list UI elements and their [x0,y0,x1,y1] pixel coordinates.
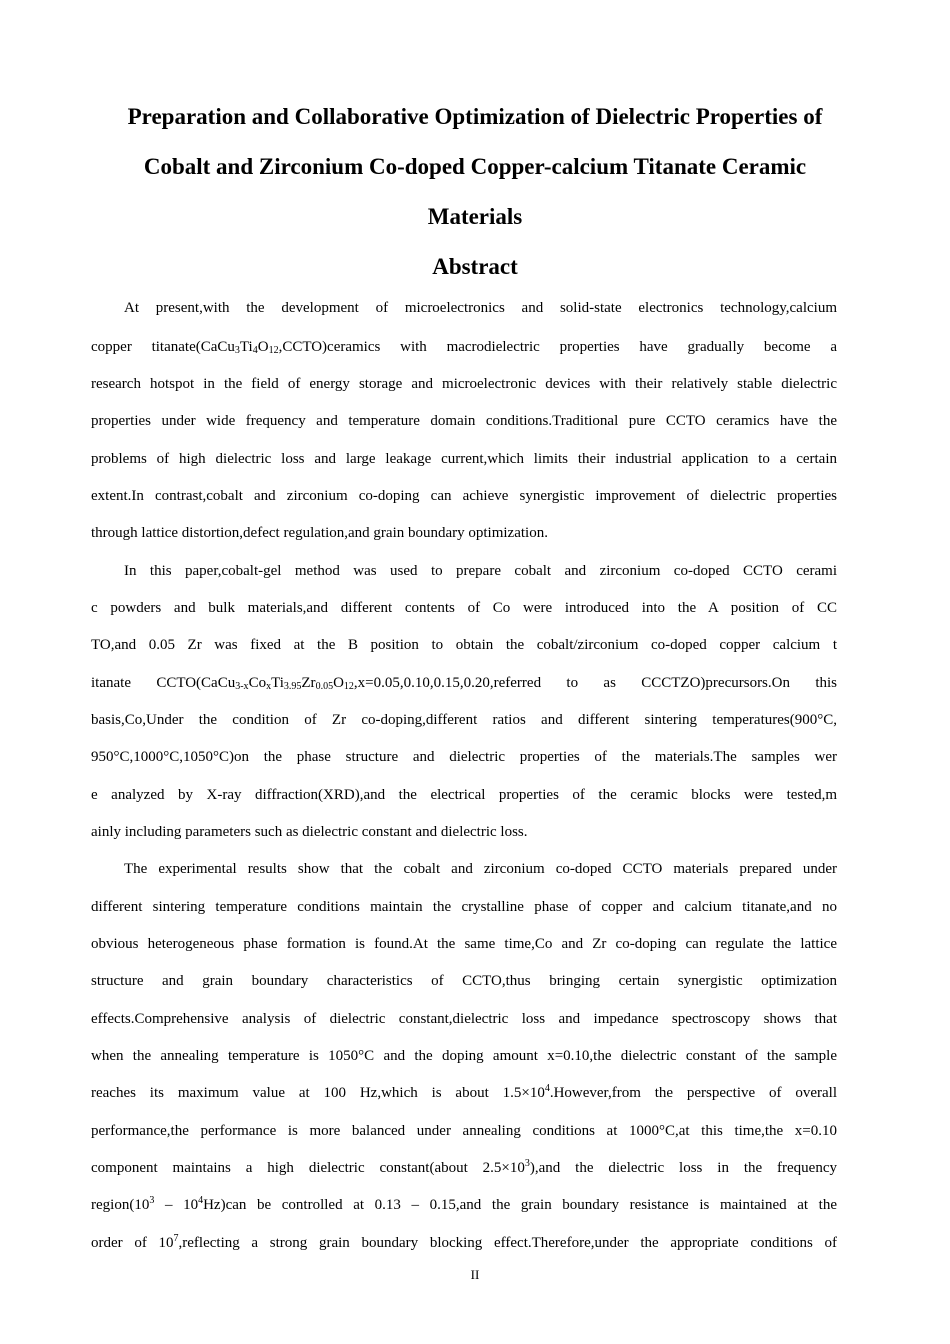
text-line: structure and grain boundary characteristics of CCTO,thus bringing certain synergistic optimization [91,973,837,989]
title-line-2: Cobalt and Zirconium Co-doped Copper-calcium Titanate Ceramic [143,154,807,179]
text-line: TO,and 0.05 Zr was fixed at the B position to obtain the cobalt/zirconium co-doped copper calcium t [91,637,837,653]
page-number: II [470,1267,480,1282]
text-line: performance,the performance is more balanced under annealing conditions at 1000°C,at this time,the x=0.10 [91,1123,837,1139]
text-line: obvious heterogeneous phase formation is found.At the same time,Co and Zr co-doping can regulate the lattice [91,936,837,952]
text-line: reaches its maximum value at 100 Hz,which is about $1.5\times 10^4.However,from$ the perspective of overall [91,1083,838,1101]
abstract-heading: Abstract [432,254,518,279]
text-line: when the annealing temperature is 1050°C and the doping amount x=0.10,the dielectric constant of the sample [91,1048,837,1064]
text-line: properties under wide frequency and temperature domain conditions.Traditional pure CCTO ceramics have the [91,413,837,429]
title-line-1: Preparation and Collaborative Optimization of Dielectric Properties of [127,104,823,129]
text-line: $region(10^3 - 10^4Hz)can$ be controlled at 0.13 – 0.15,and the grain boundary resistance is maintained at the [91,1195,837,1213]
text-line: order of $10^7,reflecting$ a strong grain boundary blocking effect.Therefore,under the appropriate conditions of [91,1233,837,1251]
text-line: e analyzed by X-ray diffraction(XRD),and the electrical properties of the ceramic blocks were tested,m [91,787,837,803]
text-line: effects.Comprehensive analysis of dielectric constant,dielectric loss and impedance spectroscopy shows that [91,1011,837,1027]
text-line: ainly including parameters such as dielectric constant and dielectric loss. [91,824,528,840]
text-line: different sintering temperature conditions maintain the crystalline phase of copper and calcium titanate,and no [91,899,837,915]
text-line: research hotspot in the field of energy storage and microelectronic devices with their relatively stable dielectric [91,376,837,392]
text-line: basis,Co,Under the condition of Zr co-doping,different ratios and different sintering temperatures(900°C, [91,712,837,728]
text-line: c powders and bulk materials,and different contents of Co were introduced into the A position of CC [91,600,837,616]
title-line-3: Materials [427,204,523,229]
text-line: At present,with the development of microelectronics and solid-state electronics technology,calcium [124,300,837,316]
text-line: itanate $CCTO(CaCu_{3-x}Co_xTi_{3.95}Zr_{0.05}O_{12},x=0.05,0.10,0.15,0.20,referred$ to as CCCTZO)precursors.On this [91,675,837,692]
text-line: problems of high dielectric loss and large leakage current,which limits their industrial application to a certain [91,451,837,467]
text-line: component maintains a high dielectric constant(about $2.5\times 10^3),and$ the dielectric loss in the frequency [91,1158,837,1176]
text-line: extent.In contrast,cobalt and zirconium co-doping can achieve synergistic improvement of dielectric properties [91,488,837,504]
text-line: copper $titanate(CaCu_3Ti_4O_{12},CCTO)ceramics$ with macrodielectric properties have gradually become a [91,339,837,356]
text-line: 950°C,1000°C,1050°C)on the phase structure and dielectric properties of the materials.The samples wer [91,749,837,765]
text-line: In this paper,cobalt-gel method was used to prepare cobalt and zirconium co-doped CCTO cerami [124,563,837,579]
text-line: through lattice distortion,defect regulation,and grain boundary optimization. [91,525,548,541]
text-line: The experimental results show that the cobalt and zirconium co-doped CCTO materials prepared under [124,861,837,877]
